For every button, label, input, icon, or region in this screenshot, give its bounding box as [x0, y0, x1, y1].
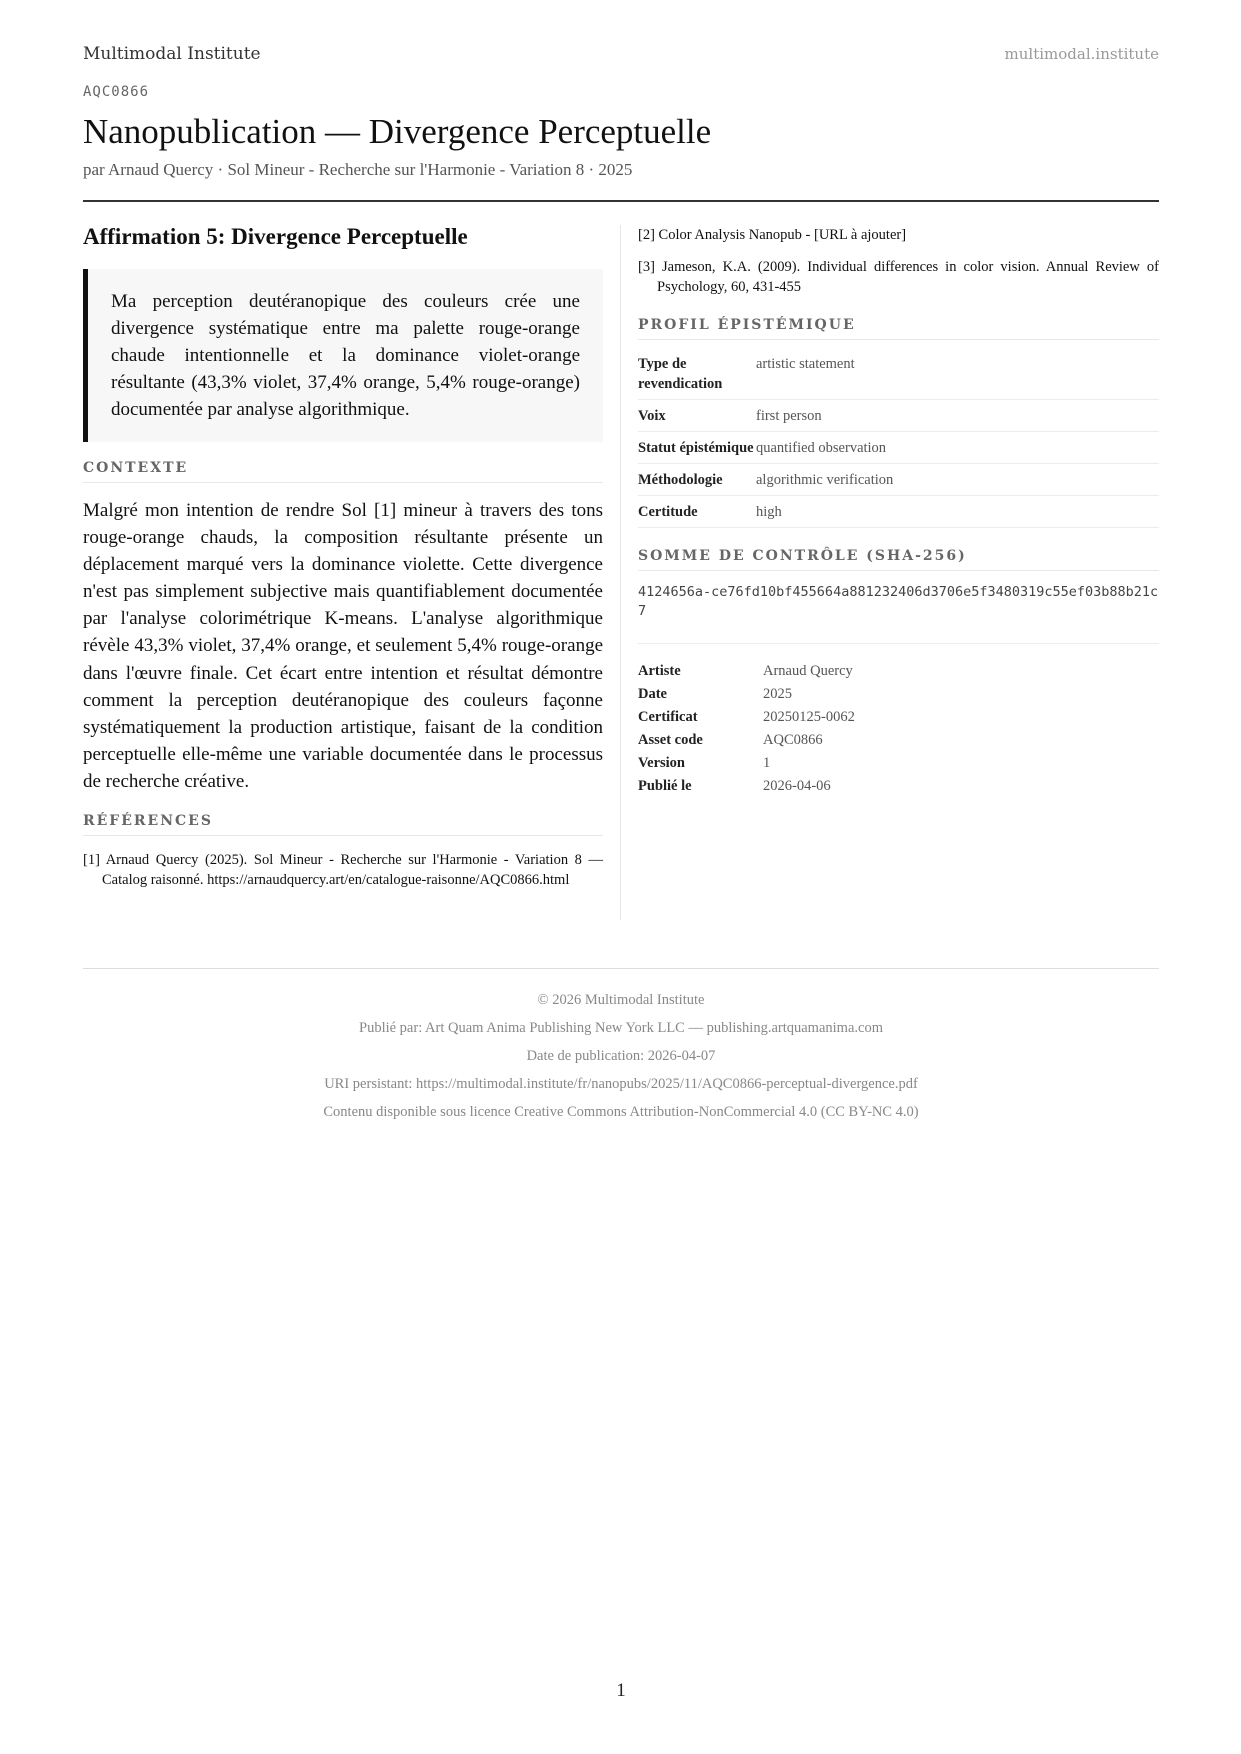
column-divider — [620, 225, 621, 920]
meta-key: Version — [638, 755, 685, 771]
meta-value: 1 — [763, 755, 771, 771]
meta-key: Date — [638, 686, 667, 702]
reference-item: [3] Jameson, K.A. (2009). Individual differences in color vision. Annual Review of Psychology, 60, 431-455 — [638, 259, 1159, 295]
claim-quote: Ma perception deutéranopique des couleurs crée une divergence systématique entre ma palette rouge-orange chaude intentionnelle et la dominance violet-orange résultante (43,3% violet, 37,4% orange, 5,4% rouge-orange) documentée par analyse algorithmique. — [83, 269, 603, 442]
references-label: RÉFÉRENCES — [83, 813, 603, 836]
reference-item: [2] Color Analysis Nanopub - [URL à ajouter] — [638, 227, 907, 243]
metadata-table — [638, 660, 855, 798]
meta-value: Arnaud Quercy — [763, 663, 853, 679]
profile-value: artistic statement — [756, 348, 1159, 400]
checksum-value: 4124656a-ce76fd10bf455664a881232406d3706e5f3480319c55ef03b88b21c7 — [638, 583, 1159, 644]
profile-key: Statut épistémique — [638, 432, 756, 464]
profile-value: algorithmic verification — [756, 464, 1159, 496]
profile-value: first person — [756, 400, 1159, 432]
table-row — [638, 775, 855, 798]
title-divider — [83, 200, 1159, 202]
profile-key: Certitude — [638, 496, 756, 528]
table-row — [638, 729, 855, 752]
meta-value: 2026-04-06 — [763, 778, 831, 794]
table-row — [638, 752, 855, 775]
reference-item: [1] Arnaud Quercy (2025). Sol Mineur - Recherche sur l'Harmonie - Variation 8 — Catalog raisonné. https://arnaudquercy.art/en/catalogue-raisonne/AQC0866.html — [83, 852, 603, 889]
page-footer — [83, 986, 1159, 1126]
table-row — [638, 660, 855, 683]
meta-value: AQC0866 — [763, 732, 823, 748]
side-column — [638, 225, 1159, 798]
table-row — [638, 464, 1159, 496]
institute-name: Multimodal Institute — [83, 44, 261, 64]
table-row — [638, 683, 855, 706]
profile-value: high — [756, 496, 1159, 528]
footer-copyright: © 2026 Multimodal Institute — [537, 992, 705, 1008]
meta-value: 2025 — [763, 686, 792, 702]
profile-key: Type de revendication — [638, 348, 756, 400]
meta-key: Publié le — [638, 778, 692, 794]
page-number: 1 — [616, 1680, 626, 1701]
profile-label: PROFIL ÉPISTÉMIQUE — [638, 317, 1159, 340]
epistemic-profile-table — [638, 348, 1159, 528]
table-row — [638, 432, 1159, 464]
page-header — [83, 44, 1159, 68]
profile-key: Méthodologie — [638, 464, 756, 496]
main-column — [83, 222, 603, 890]
profile-key: Voix — [638, 400, 756, 432]
footer-uri: URI persistant: https://multimodal.institute/fr/nanopubs/2025/11/AQC0866-perceptual-divergence.pdf — [324, 1076, 918, 1092]
institute-site: multimodal.institute — [1004, 45, 1159, 63]
claim-title: Affirmation 5: Divergence Perceptuelle — [83, 224, 468, 249]
table-row — [638, 348, 1159, 400]
footer-pubdate: Date de publication: 2026-04-07 — [526, 1048, 716, 1064]
document-page — [83, 0, 1159, 1754]
table-row — [638, 400, 1159, 432]
meta-key: Certificat — [638, 709, 698, 725]
context-label: CONTEXTE — [83, 460, 603, 483]
page-title: Nanopublication — Divergence Perceptuelle — [83, 112, 712, 151]
checksum-label: SOMME DE CONTRÔLE (SHA-256) — [638, 548, 1159, 571]
asset-code: AQC0866 — [83, 84, 150, 100]
table-row — [638, 496, 1159, 528]
byline: par Arnaud Quercy · Sol Mineur - Recherche sur l'Harmonie - Variation 8 · 2025 — [83, 160, 633, 179]
meta-key: Asset code — [638, 732, 703, 748]
context-text: Malgré mon intention de rendre Sol [1] mineur à travers des tons rouge-orange chauds, la composition résultante présente un déplacement marqué vers la dominance violette. Cette divergence n'est pas simplement subjective mais quantifiablement documentée par l'analyse colorimétrique K-means. L'analyse algorithmique révèle 43,3% violet, 37,4% orange, et seulement 5,4% rouge-orange dans l'œuvre finale. Cet écart entre intention et résultat démontre comment la perception deutéranopique des couleurs façonne systématiquement la production artistique, faisant de la condition perceptuelle elle-même une variable documentée dans le processus de recherche créative. — [83, 500, 603, 792]
meta-key: Artiste — [638, 663, 681, 679]
meta-value: 20250125-0062 — [763, 709, 855, 725]
table-row — [638, 706, 855, 729]
profile-value: quantified observation — [756, 432, 1159, 464]
footer-license: Contenu disponible sous licence Creative Commons Attribution-NonCommercial 4.0 (CC BY-NC 4.0) — [323, 1104, 919, 1120]
footer-publisher: Publié par: Art Quam Anima Publishing New York LLC — publishing.artquamanima.com — [359, 1020, 883, 1036]
footer-divider — [83, 968, 1159, 969]
